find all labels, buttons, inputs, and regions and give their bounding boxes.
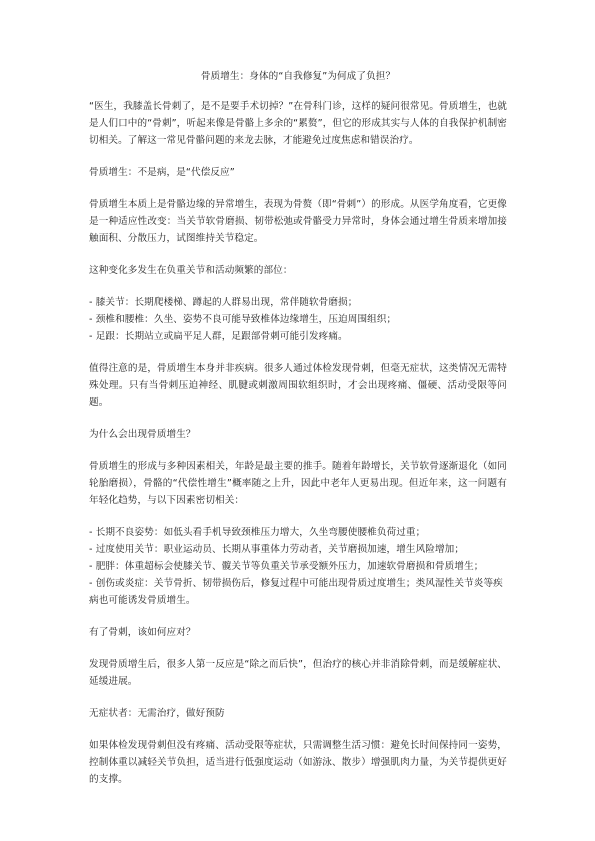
list-item: - 创伤或炎症：关节骨折、韧带损伤后，修复过程中可能出现骨质过度增生；类风湿性关节炎等疾病也可能诱发骨质增生。	[89, 578, 503, 606]
list-item: - 颈椎和腰椎：久坐、姿势不良可能导致椎体边缘增生，压迫周围组织；	[89, 314, 397, 325]
section1-paragraph-note: 值得注意的是，骨质增生本身并非疾病。很多人通过体检发现骨刺，但毫无症状，这类情况无需特殊处理。只有当骨刺压迫神经、肌腱或刺激周围软组织时，才会出现疼痛、僵硬、活动受限等问题。	[89, 363, 507, 408]
list-item: - 足跟：长期站立或扁平足人群，足跟部骨刺可能引发疼痛。	[89, 331, 348, 342]
list-item: - 肥胖：体重超标会使膝关节、髋关节等负重关节承受额外压力，加速软骨磨损和骨质增生；	[89, 561, 484, 572]
section4-paragraph-prevention: 如果体检发现骨刺但没有疼痛、活动受限等症状，只需调整生活习惯：避免长时间保持同一姿势，控制体重以减轻关节负担，适当进行低强度运动（如游泳、散步）增强肌肉力量，为关节提供更好的支撑。	[89, 740, 507, 785]
section1-paragraph-locations-intro: 这种变化多发生在负重关节和活动频繁的部位：	[89, 265, 293, 276]
intro-paragraph: “医生，我膝盖长骨刺了，是不是要手术切掉？”在骨科门诊，这样的疑问很常见。骨质增生，也就是人们口中的“骨刺”，听起来像是骨骼上多余的“累赘”，但它的形成其实与人体的自我保护机制密切相关。了解这一常见骨骼问题的来龙去脉，才能避免过度焦虑和错误治疗。	[89, 101, 507, 146]
section1-paragraph-definition: 骨质增生本质上是骨骼边缘的异常增生，表现为骨赘（即“骨刺”）的形成。从医学角度看，它更像是一种适应性改变：当关节软骨磨损、韧带松弛或骨骼受力异常时，身体会通过增生骨质来增加接触面积、分散压力，试图维持关节稳定。	[89, 199, 507, 244]
section-heading-causes: 为什么会出现骨质增生？	[89, 429, 196, 440]
section-heading-not-disease: 骨质增生：不是病，是“代偿反应”	[89, 167, 235, 178]
list-item: - 长期不良姿势：如低头看手机导致颈椎压力增大，久坐弯腰使腰椎负荷过重；	[89, 527, 426, 538]
locations-list	[89, 294, 507, 345]
section2-paragraph-causes: 骨质增生的形成与多种因素相关，年龄是最主要的推手。随着年龄增长，关节软骨逐渐退化（如同轮胎磨损），骨骼的“代偿性增生”概率随之上升，因此中老年人更易出现。但近年来，这一问题有年轻化趋势，与以下因素密切相关：	[89, 461, 507, 506]
section3-paragraph-response: 发现骨质增生后，很多人第一反应是“除之而后快”，但治疗的核心并非消除骨刺，而是缓解症状、延缓进展。	[89, 659, 507, 687]
list-item: - 过度使用关节：职业运动员、长期从事重体力劳动者，关节磨损加速，增生风险增加；	[89, 544, 465, 555]
page-title: 骨质增生：身体的“自我修复”为何成了负担？	[200, 71, 396, 82]
causes-list	[89, 524, 507, 609]
section-heading-response: 有了骨刺，该如何应对？	[89, 627, 196, 638]
section-heading-asymptomatic: 无症状者：无需治疗，做好预防	[89, 708, 225, 719]
list-item: - 膝关节：长期爬楼梯、蹲起的人群易出现，常伴随软骨磨损；	[89, 297, 358, 308]
document-page	[89, 68, 507, 803]
